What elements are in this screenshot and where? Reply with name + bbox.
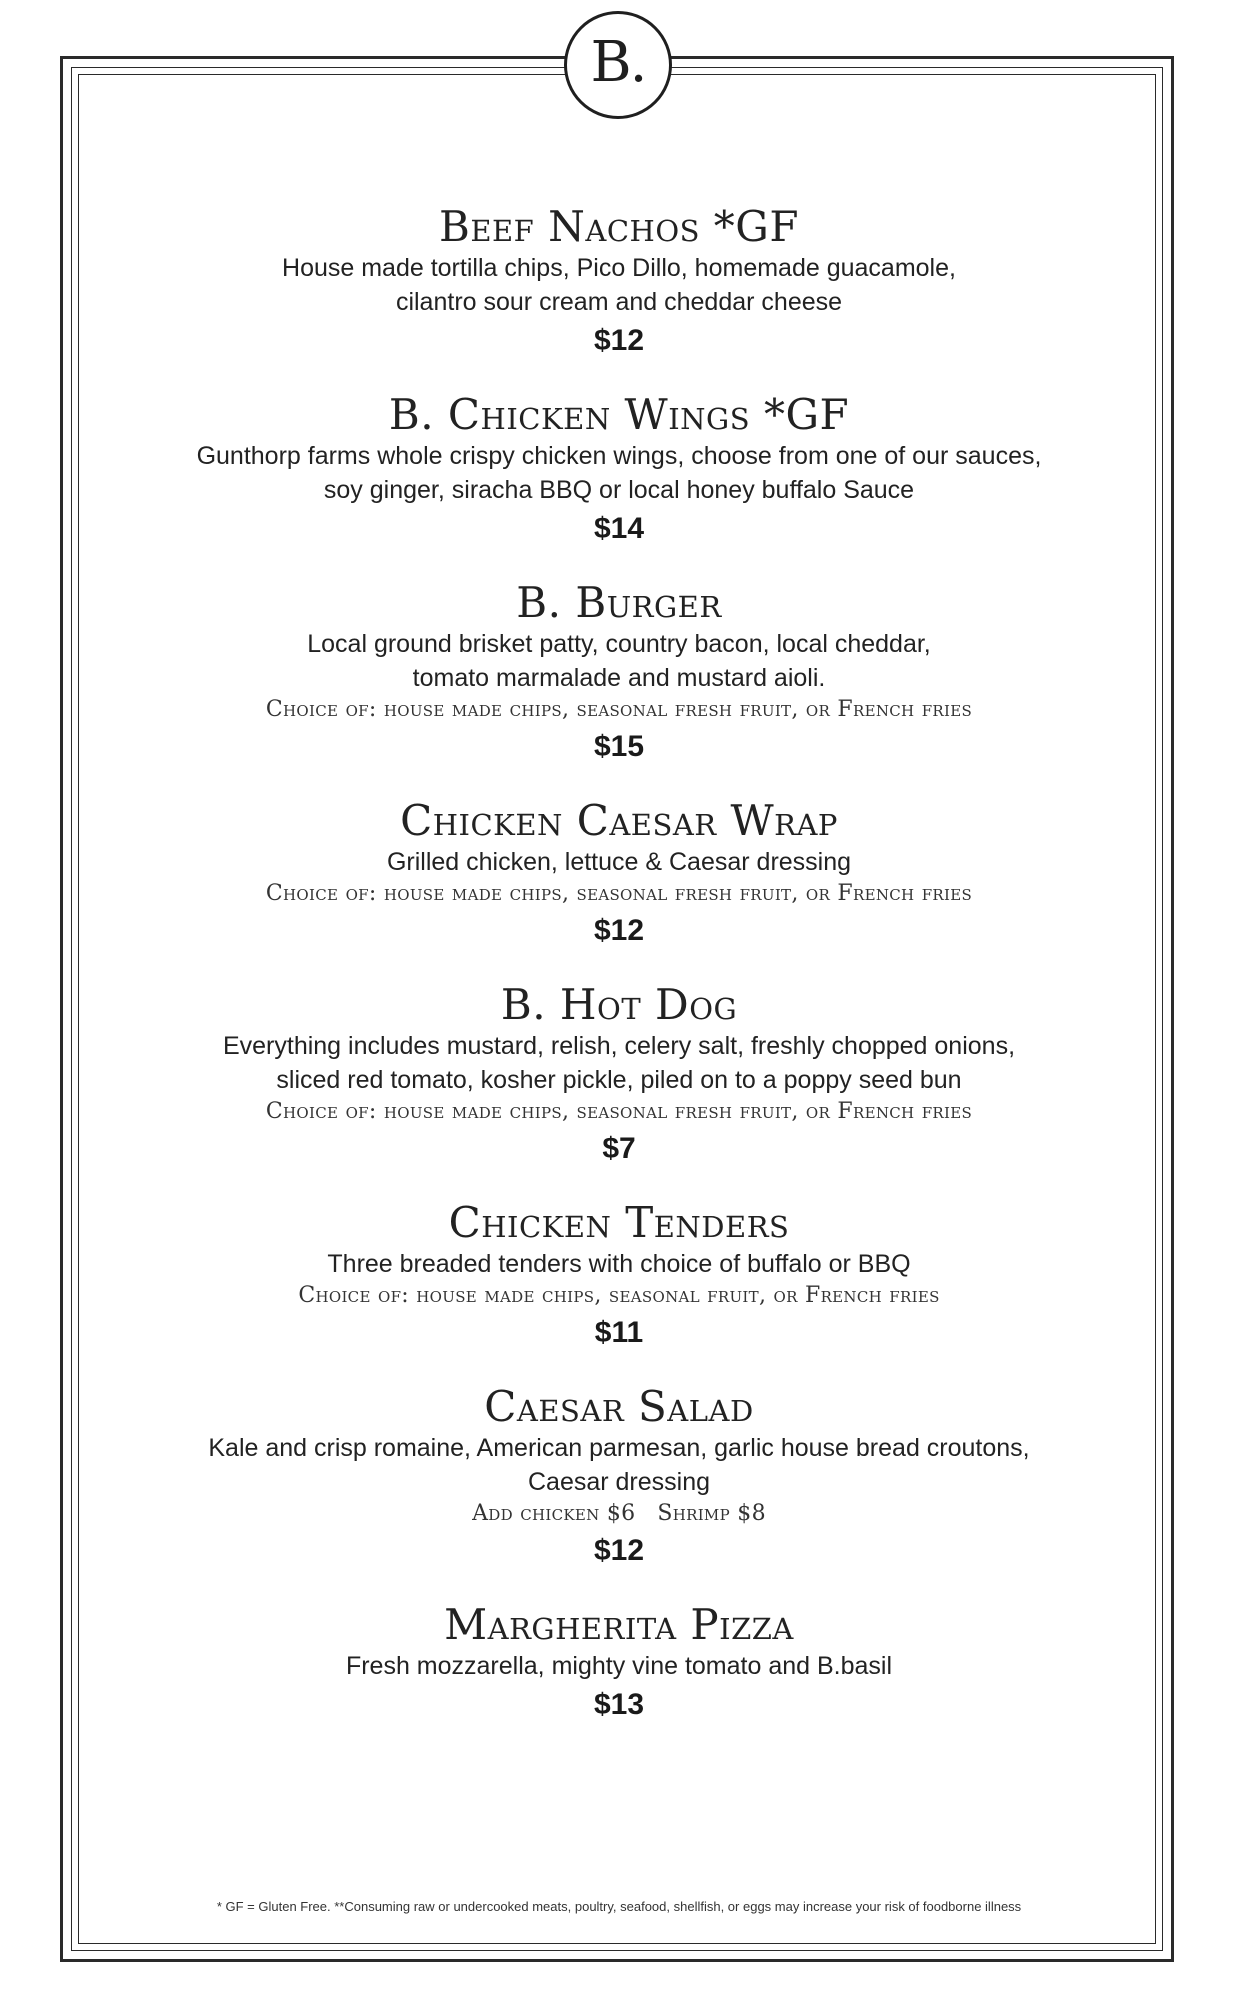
- menu-item-beef-nachos: [0, 203, 1238, 363]
- item-description-line: Kale and crisp romaine, American parmesan, garlic house bread croutons,: [208, 1434, 1030, 1462]
- item-description-line: Gunthorp farms whole crispy chicken wings, choose from one of our sauces,: [196, 442, 1042, 470]
- item-title: Beef Nachos *GF: [438, 202, 800, 251]
- item-title: Caesar Salad: [484, 1382, 754, 1431]
- item-side-choice: Choice of: house made chips, seasonal fresh fruit, or French fries: [265, 881, 973, 906]
- item-price: $7: [602, 1132, 636, 1165]
- item-price: $11: [594, 1316, 644, 1349]
- menu-item-chicken-caesar-wrap: [0, 797, 1238, 953]
- item-side-choice: Choice of: house made chips, seasonal fresh fruit, or French fries: [265, 697, 973, 722]
- item-price: $15: [593, 730, 645, 763]
- item-price: $12: [593, 914, 645, 947]
- item-price: $13: [593, 1688, 645, 1721]
- item-description-line: Everything includes mustard, relish, celery salt, freshly chopped onions,: [222, 1032, 1016, 1060]
- footnote-disclaimer: * GF = Gluten Free. **Consuming raw or undercooked meats, poultry, seafood, shellfish, or eggs may increase your risk of foodborne illness: [216, 1899, 1022, 1914]
- item-description-line: sliced red tomato, kosher pickle, piled on to a poppy seed bun: [276, 1066, 962, 1094]
- item-description-line: House made tortilla chips, Pico Dillo, homemade guacamole,: [282, 254, 956, 282]
- logo: [564, 11, 672, 119]
- item-price: $12: [593, 324, 645, 357]
- item-side-choice: Choice of: house made chips, seasonal fruit, or French fries: [298, 1283, 940, 1308]
- item-title: B. Hot Dog: [500, 980, 738, 1029]
- menu-item-chicken-wings: [0, 391, 1238, 551]
- item-price: $12: [593, 1534, 645, 1567]
- item-title: Chicken Caesar Wrap: [400, 796, 838, 845]
- item-price: $14: [593, 512, 645, 545]
- logo-text: B.: [590, 30, 646, 95]
- item-description-line: Three breaded tenders with choice of buffalo or BBQ: [327, 1250, 911, 1278]
- item-title: Chicken Tenders: [448, 1198, 790, 1247]
- menu-item-margherita-pizza: [0, 1601, 1238, 1727]
- item-description-line: tomato marmalade and mustard aioli.: [412, 664, 826, 692]
- menu-item-hot-dog: [0, 981, 1238, 1171]
- item-side-choice: Choice of: house made chips, seasonal fresh fruit, or French fries: [265, 1099, 973, 1124]
- menu-item-burger: [0, 579, 1238, 769]
- item-description-line: Fresh mozzarella, mighty vine tomato and B.basil: [345, 1652, 893, 1680]
- item-description-line: soy ginger, siracha BBQ or local honey buffalo Sauce: [323, 476, 915, 504]
- item-title: B. Burger: [516, 578, 722, 627]
- menu-item-chicken-tenders: [0, 1199, 1238, 1355]
- item-description-line: Grilled chicken, lettuce & Caesar dressing: [386, 848, 852, 876]
- item-description-line: cilantro sour cream and cheddar cheese: [395, 288, 843, 316]
- item-description-line: Local ground brisket patty, country bacon, local cheddar,: [307, 630, 931, 658]
- item-title: Margherita Pizza: [444, 1600, 794, 1649]
- item-description-line: Caesar dressing: [527, 1468, 711, 1496]
- menu-list: [0, 203, 1238, 1727]
- item-add-ons: Add chicken $6 Shrimp $8: [472, 1501, 766, 1526]
- menu-item-caesar-salad: [0, 1383, 1238, 1573]
- item-title: B. Chicken Wings *GF: [388, 390, 850, 439]
